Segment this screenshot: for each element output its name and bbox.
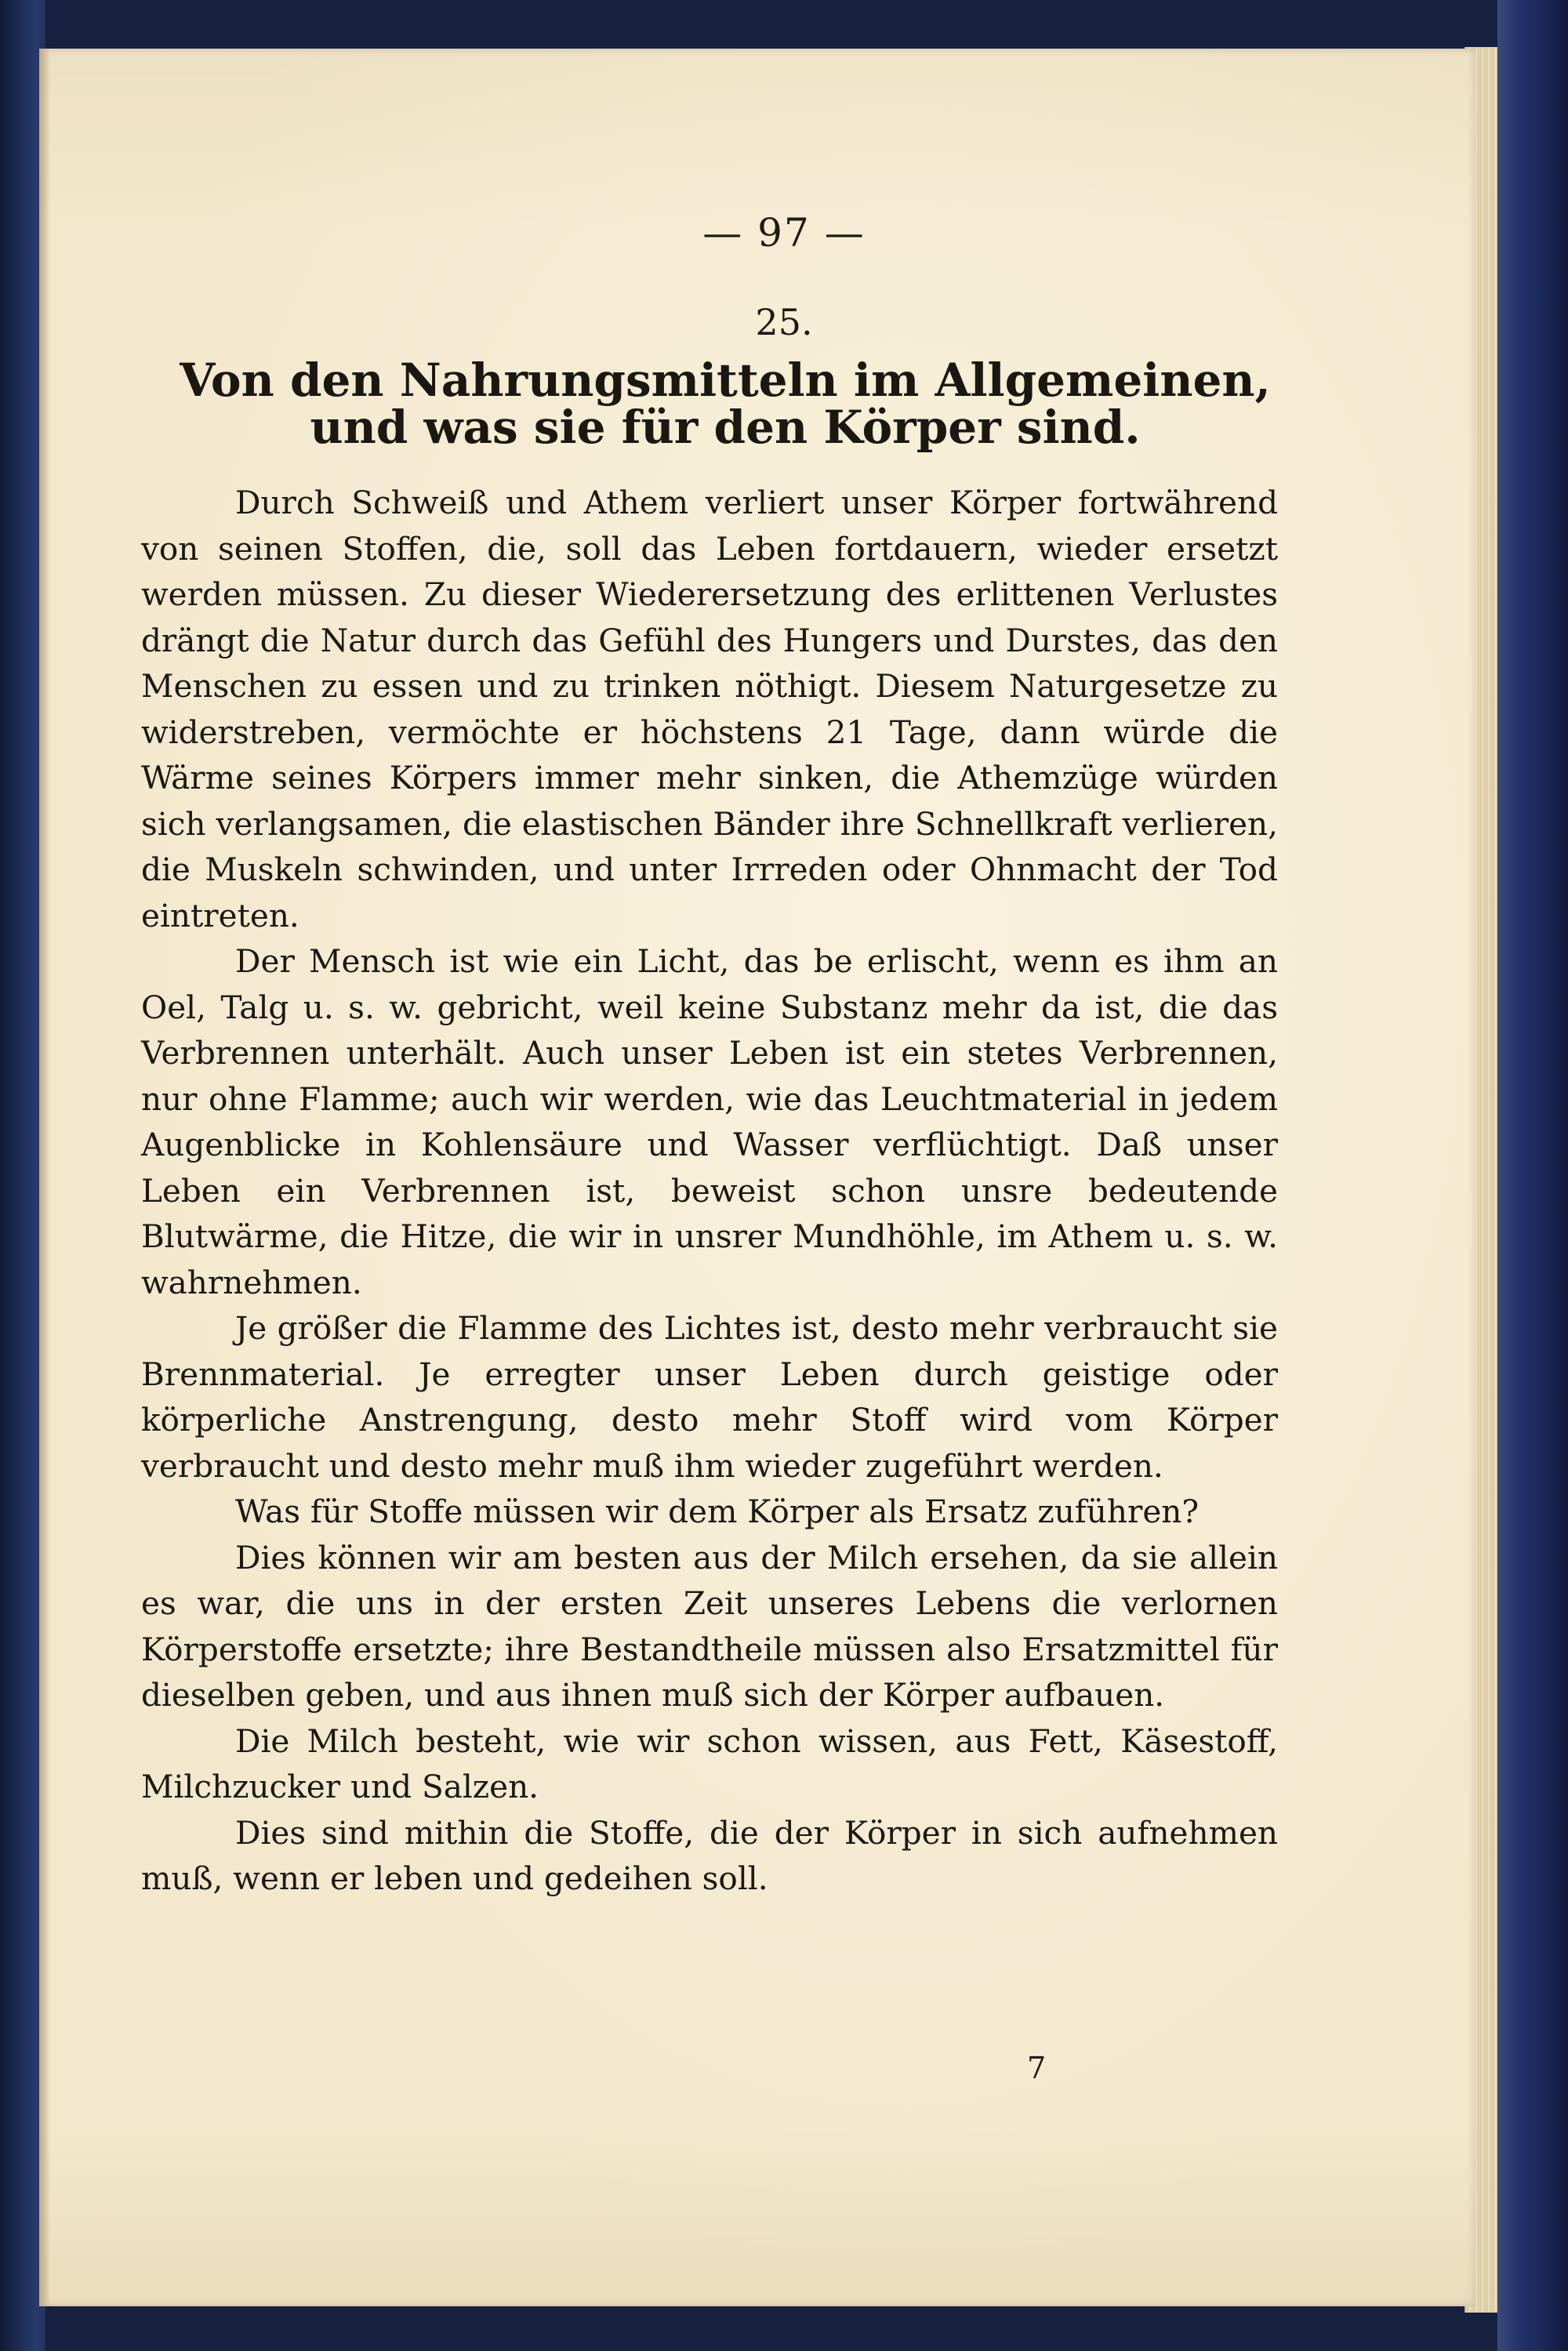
- chapter-title: Von den Nahrungsmitteln im Allgemeinen, und was sie für den Körper sind.: [180, 354, 1271, 454]
- paragraph: Die Milch besteht, wie wir schon wissen, aus Fett, Käsestoff, Milchzucker und Salzen.: [141, 1722, 1278, 1805]
- paragraph: Was für Stoffe müssen wir dem Körper als Ersatz zuführen?: [235, 1493, 1200, 1530]
- page-gutter-shadow: [39, 49, 50, 2306]
- paragraph: Durch Schweiß und Athem verliert unser Körper fortwährend von seinen Stoffen, die, soll das Leben fortdauern, wieder ersetzt werden müssen. Zu dieser Wiederersetzung des erlittenen Verlustes drängt die Natur durch das Gefühl des Hungers und Durstes, das den Menschen zu essen und zu trinken nöthigt. Diesem Naturgesetze zu widerstreben, vermöchte er höchstens 21 Tage, dann würde die Wärme seines Körpers immer mehr sinken, die Athemzüge würden sich verlangsamen, die elastischen Bänder ihre Schnellkraft verlieren, die Muskeln schwinden, und unter Irrreden oder Ohnmacht der Tod eintreten.: [141, 484, 1278, 934]
- running-head-page-number: — 97 —: [702, 210, 866, 256]
- paragraph: Je größer die Flamme des Lichtes ist, desto mehr verbraucht sie Brennmaterial. Je erregter unser Leben durch geistige oder körperliche Anstrengung, desto mehr Stoff wird vom Körper verbraucht und desto mehr muß ihm wieder zugeführt werden.: [141, 1309, 1278, 1485]
- section-number: 25.: [755, 301, 813, 343]
- book-cover-right-edge: [1497, 0, 1568, 2351]
- signature-mark: 7: [1027, 2051, 1047, 2085]
- paragraph: Dies sind mithin die Stoffe, die der Körper in sich aufnehmen muß, wenn er leben und gedeihen soll.: [141, 1813, 1278, 1897]
- body-text: [141, 480, 1278, 1902]
- paragraph: Dies können wir am besten aus der Milch ersehen, da sie allein es war, die uns in der ersten Zeit unseres Lebens die verlornen Körperstoffe ersetzte; ihre Bestandtheile müssen also Ersatzmittel für dieselben geben, und aus ihnen muß sich der Körper aufbauen.: [141, 1538, 1278, 1714]
- paragraph: Der Mensch ist wie ein Licht, das be erlischt, wenn es ihm an Oel, Talg u. s. w. gebricht, weil keine Substanz mehr da ist, die das Verbrennen unterhält. Auch unser Leben ist ein stetes Verbrennen, nur ohne Flamme; auch wir werden, wie das Leuchtmaterial in jedem Augenblicke in Kohlensäure und Wasser verflüchtigt. Daß unser Leben ein Verbrennen ist, beweist schon unsre bedeutende Blutwärme, die Hitze, die wir in unsrer Mundhöhle, im Athem u. s. w. wahrnehmen.: [141, 942, 1278, 1301]
